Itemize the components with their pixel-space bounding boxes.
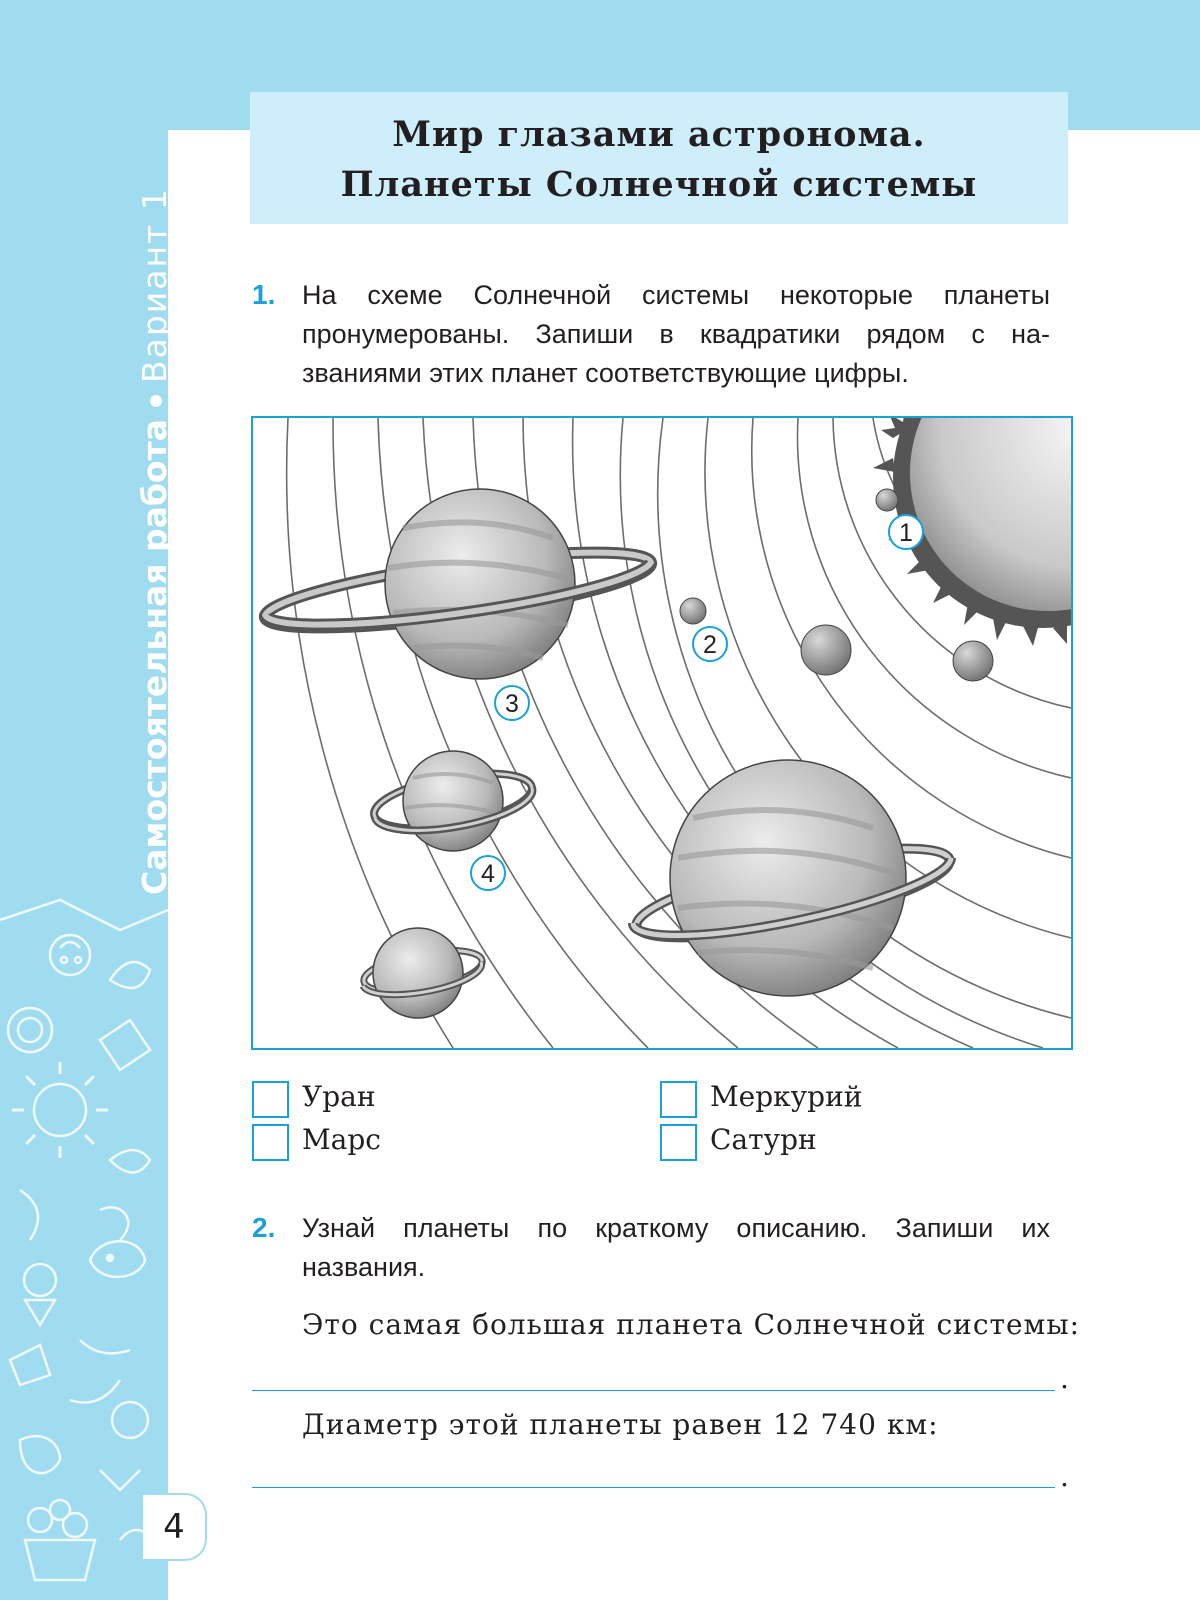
- marker-2-label: 2: [703, 631, 717, 659]
- page-number: 4: [143, 1493, 207, 1561]
- task2-line1: Узнай планеты по краткому описанию. Запиши их: [302, 1213, 1050, 1243]
- answer-box-mars[interactable]: [252, 1124, 289, 1161]
- marker-4: [471, 856, 505, 890]
- task1-text: [302, 276, 1050, 393]
- planet-mercury: [876, 489, 898, 511]
- page-title-line1: Мир глазами астронома.: [392, 114, 926, 155]
- answer-box-uranus[interactable]: [252, 1081, 289, 1118]
- planet-mars: [680, 598, 706, 624]
- task2-number: 2.: [252, 1212, 276, 1243]
- marker-4-label: 4: [481, 860, 495, 888]
- planet-saturn: [630, 760, 955, 996]
- planet-neptune: [361, 928, 485, 1018]
- planet-venus: [953, 641, 993, 681]
- solar-system-diagram: [251, 416, 1073, 1050]
- marker-1: [889, 515, 923, 549]
- answer-2-period: .: [1060, 1460, 1069, 1493]
- task1-line2: пронумерованы. Запиши в квадратики рядом с на-: [302, 319, 1050, 349]
- planet-3: [261, 489, 654, 679]
- task1-line1: На схеме Солнечной системы некоторые планеты: [302, 280, 1050, 310]
- planet-earth: [801, 625, 851, 675]
- title-box: [250, 92, 1068, 224]
- option-label-uranus: Уран: [302, 1080, 376, 1113]
- answer-1-period: .: [1060, 1362, 1069, 1395]
- option-label-mercury: Меркурий: [710, 1080, 863, 1113]
- task2-text: [302, 1209, 1050, 1287]
- question-2: Диаметр этой планеты равен 12 740 км:: [302, 1408, 939, 1441]
- marker-3-label: 3: [505, 690, 519, 718]
- sidebar-label: [135, 187, 174, 895]
- solar-system-illustration: [253, 418, 1071, 1048]
- answer-box-saturn[interactable]: [660, 1124, 697, 1161]
- task1-line3: званиями этих планет соответствующие цифры.: [302, 358, 909, 388]
- option-label-mars: Марс: [302, 1123, 381, 1156]
- question-1: Это самая большая планета Солнечной системы:: [302, 1308, 1081, 1341]
- planet-4: [370, 751, 536, 851]
- answer-line-2[interactable]: [252, 1487, 1055, 1488]
- marker-2: [693, 627, 727, 661]
- answer-line-1[interactable]: [252, 1390, 1055, 1391]
- marker-1-label: 1: [899, 519, 913, 547]
- page-title-line2: Планеты Солнечной системы: [340, 164, 978, 205]
- task1-number: 1.: [252, 279, 276, 310]
- decorative-doodles: [0, 860, 168, 1600]
- variant-label: Вариант 1: [135, 187, 174, 384]
- option-label-saturn: Сатурн: [710, 1123, 817, 1156]
- marker-3: [495, 686, 529, 720]
- task2-line2: названия.: [302, 1252, 426, 1282]
- work-type-label: Самостоятельная работа: [135, 419, 174, 895]
- bullet-dot: [150, 395, 162, 407]
- answer-box-mercury[interactable]: [660, 1081, 697, 1118]
